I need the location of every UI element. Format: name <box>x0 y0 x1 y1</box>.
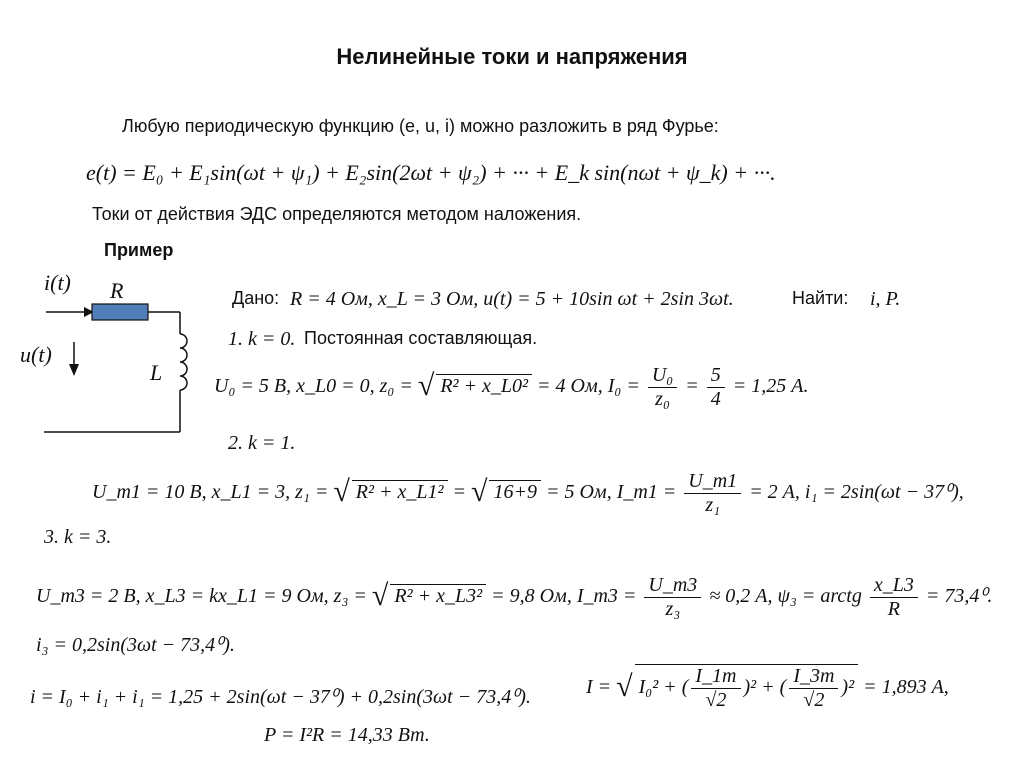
given-label: Дано: <box>232 288 280 308</box>
step3-fraction-2 <box>870 574 918 621</box>
step3-equation <box>36 574 992 621</box>
step1-fraction-2 <box>707 364 725 411</box>
example-label: Пример <box>104 240 174 260</box>
step2-eq-b: = <box>452 481 467 504</box>
resistor-label: R <box>110 278 124 303</box>
step3-eq-c: ≈ 0,2 А, ψ₃ = arctg <box>709 585 862 608</box>
sqrt-icon: √ <box>417 369 435 403</box>
step1-text: Постоянная составляющая. <box>304 328 538 348</box>
step1-eq-d: = 1,25 А. <box>732 375 809 398</box>
current-label: i(t) <box>44 270 71 295</box>
power-equation: P = I²R = 14,33 Вт. <box>264 724 430 746</box>
step1-eq-b: = 4 Ом, I₀ = <box>537 375 640 398</box>
step2-radicand-1: R² + x_L1² <box>352 480 448 504</box>
step1-radicand: R² + x_L0² <box>436 374 532 398</box>
step2-eq-d: = 2 А, i₁ = 2sin(ωt − 37⁰), <box>749 481 964 504</box>
rms-radicand-b: )² + ( <box>743 676 787 699</box>
step1-eq-c: = <box>685 375 699 398</box>
sqrt-icon: √ <box>371 579 389 613</box>
frac-denominator: R <box>887 598 900 620</box>
step1-label: 1. k = 0. <box>228 328 296 350</box>
sqrt-icon: √ <box>616 670 633 704</box>
frac-numerator: 5 <box>707 364 725 388</box>
frac-denominator: √2 <box>803 689 825 711</box>
frac-numerator: U_m1 <box>684 470 741 494</box>
frac-denominator: z₃ <box>665 598 681 620</box>
frac-denominator: z₁ <box>705 494 721 516</box>
step1-eq-a: U₀ = 5 В, x_L0 = 0, z₀ = <box>214 375 413 398</box>
voltage-arrow-icon <box>69 364 79 376</box>
step3-fraction-1 <box>644 574 701 621</box>
fourier-intro: Любую периодическую функцию (e, u, i) можно разложить в ряд Фурье: <box>122 116 719 136</box>
sqrt-icon: √ <box>471 475 488 509</box>
step3-label: 3. k = 3. <box>44 526 112 548</box>
rms-radicand <box>635 664 858 712</box>
step3-eq-d: = 73,4⁰. <box>925 585 993 608</box>
frac-numerator: I_1m <box>691 665 740 689</box>
frac-numerator: U_m3 <box>644 574 701 598</box>
find-equation: i, P. <box>870 288 901 310</box>
frac-numerator: x_L3 <box>870 574 918 598</box>
step2-eq-a: U_m1 = 10 В, x_L1 = 3, z₁ = <box>92 481 329 504</box>
frac-denominator: √2 <box>705 689 727 711</box>
frac-denominator: 4 <box>710 388 721 410</box>
voltage-label: u(t) <box>20 342 52 367</box>
step1-equation <box>214 364 808 411</box>
step2-eq-c: = 5 Ом, I_m1 = <box>545 481 677 504</box>
frac-numerator: I_3m <box>789 665 838 689</box>
page-title: Нелинейные токи и напряжения <box>336 44 688 69</box>
step3-eq-b: = 9,8 Ом, I_m3 = <box>491 585 637 608</box>
frac-numerator: U₀ <box>648 364 677 388</box>
inductor-coil-symbol <box>180 334 187 390</box>
frac-denominator: z₀ <box>655 388 670 410</box>
total-current-equation: i = I₀ + i₁ + i₁ = 1,25 + 2sin(ωt − 37⁰) + 0,2sin(3ωt − 73,4⁰). <box>30 686 531 708</box>
step2-equation <box>92 470 964 517</box>
superposition-note: Токи от действия ЭДС определяются методом наложения. <box>92 204 582 224</box>
rms-rhs: = 1,893 А, <box>863 676 949 699</box>
rms-radicand-c: )² <box>841 676 855 699</box>
resistor-symbol <box>92 304 148 320</box>
step2-radicand-2: 16+9 <box>489 480 541 504</box>
step3-radicand: R² + x_L3² <box>390 584 486 608</box>
step2-fraction <box>684 470 741 517</box>
circuit-diagram <box>20 268 210 438</box>
sqrt-icon: √ <box>333 475 350 509</box>
rms-fraction-1 <box>691 665 740 712</box>
i3-equation: i₃ = 0,2sin(3ωt − 73,4⁰). <box>36 634 235 656</box>
inductor-label: L <box>150 360 163 385</box>
rms-lhs: I = <box>586 676 612 699</box>
rms-radicand-a: I₀² + ( <box>638 676 689 699</box>
given-equation: R = 4 Ом, x_L = 3 Ом, u(t) = 5 + 10sin ωt + 2sin 3ωt. <box>290 288 734 310</box>
step3-eq-a: U_m3 = 2 В, x_L3 = kx_L1 = 9 Ом, z₃ = <box>36 585 367 608</box>
step2-label: 2. k = 1. <box>228 432 296 454</box>
rms-fraction-2 <box>789 665 838 712</box>
rms-current-equation <box>586 664 949 712</box>
step1-fraction-1 <box>648 364 677 411</box>
fourier-series-equation: e(t) = E₀ + E₁sin(ωt + ψ₁) + E₂sin(2ωt + ψ₂) + ··· + E_k sin(nωt + ψ_k) + ···. <box>86 160 776 185</box>
find-label: Найти: <box>792 288 849 308</box>
